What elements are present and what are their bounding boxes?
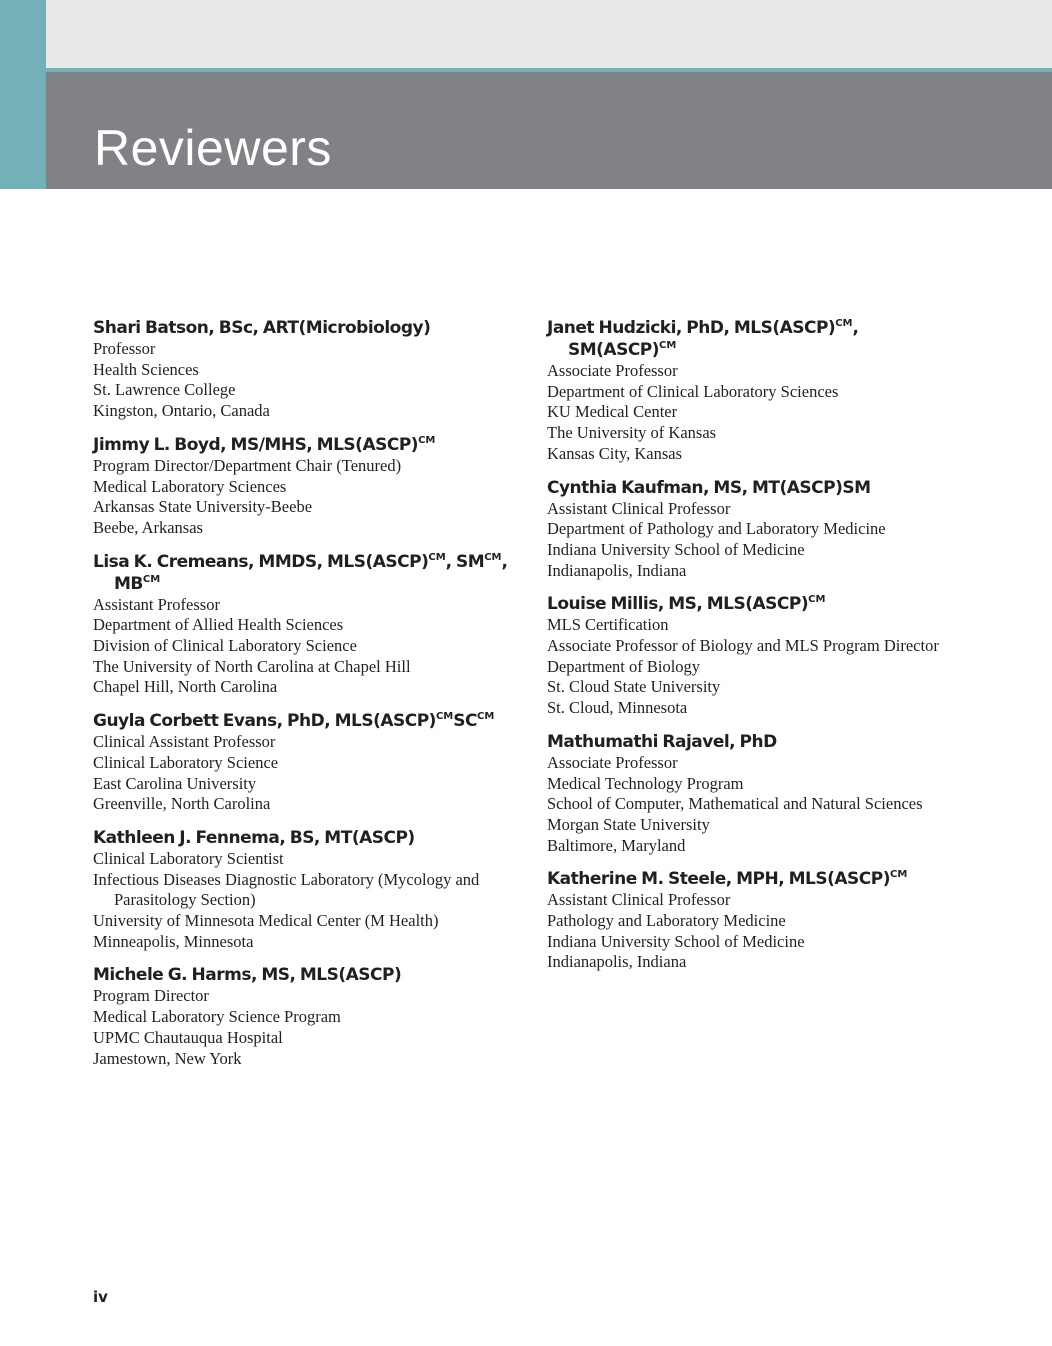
reviewer-affiliation-line: Indianapolis, Indiana (547, 952, 687, 972)
reviewer-entry (93, 434, 513, 539)
reviewer-name: Lisa K. Cremeans, MMDS, MLS(ASCP)$^{CM}$, $SM^{CM}$, $MB^{CM}$ (93, 551, 508, 594)
reviewer-affiliation-line: Assistant Professor (93, 594, 220, 614)
reviewer-affiliation-line: Associate Professor of Biology and MLS Program Director (547, 636, 939, 656)
reviewer-affiliation-line: Kansas City, Kansas (547, 443, 683, 463)
reviewer-affiliation-line: Medical Laboratory Science Program (93, 1007, 341, 1027)
reviewer-entry (93, 964, 513, 1069)
reviewer-name: Mathumathi Rajavel, PhD (547, 731, 777, 752)
reviewer-name: Jimmy L. Boyd, MS/MHS, MLS(ASCP)$^{CM}$ (93, 434, 436, 455)
reviewer-entry (547, 317, 967, 465)
reviewer-affiliation-line: Clinical Assistant Professor (93, 732, 276, 752)
reviewer-name: Janet Hudzicki, PhD, MLS(ASCP)$^{CM}$, SM(ASCP)$^{CM}$ (547, 318, 859, 360)
reviewer-name: Cynthia Kaufman, MS, MT(ASCP)SM (547, 477, 871, 498)
page-number: iv (93, 1288, 108, 1306)
reviewer-affiliation-line: Baltimore, Maryland (547, 835, 686, 855)
reviewer-affiliation-line: Infectious Diseases Diagnostic Laboratory (Mycology and Parasitology Section) (93, 869, 480, 910)
page-title: Reviewers (94, 120, 332, 176)
reviewer-affiliation-line: Associate Professor (547, 361, 678, 380)
reviewer-name: Shari Batson, BSc, ART(Microbiology) (93, 318, 431, 338)
reviewer-affiliation-line: Morgan State University (547, 814, 710, 834)
reviewer-affiliation-line: Department of Clinical Laboratory Sciences (547, 381, 839, 401)
reviewer-affiliation-line: St. Cloud State University (547, 677, 721, 697)
reviewer-affiliation-line: Arkansas State University-Beebe (93, 497, 313, 517)
reviewer-name: Michele G. Harms, MS, MLS(ASCP) (93, 965, 402, 986)
reviewer-affiliation-line: Assistant Clinical Professor (547, 890, 731, 910)
reviewer-affiliation-line: East Carolina University (93, 773, 257, 793)
reviewer-affiliation-line: Clinical Laboratory Scientist (93, 848, 284, 868)
reviewer-affiliation-line: Professor (93, 339, 156, 358)
reviewer-affiliation-line: Department of Biology (547, 656, 701, 676)
reviewer-entry (547, 593, 967, 719)
reviewer-entry (93, 827, 513, 953)
reviewer-affiliation-line: The University of North Carolina at Chapel Hill (93, 656, 411, 676)
reviewer-affiliation-line: UPMC Chautauqua Hospital (93, 1027, 283, 1047)
reviewer-name: Katherine M. Steele, MPH, MLS(ASCP)$^{CM}$ (547, 869, 908, 890)
reviewer-entry (547, 731, 967, 857)
reviewer-affiliation-line: Indianapolis, Indiana (547, 560, 687, 580)
reviewer-affiliation-line: The University of Kansas (547, 423, 717, 443)
reviewer-entry (93, 317, 513, 422)
reviewer-affiliation-line: Pathology and Laboratory Medicine (547, 911, 786, 931)
reviewer-affiliation-line: Medical Technology Program (547, 773, 744, 793)
reviewer-affiliation-line: School of Computer, Mathematical and Natural Sciences (547, 794, 923, 814)
reviewer-entry (93, 710, 513, 815)
reviewer-affiliation-line: Clinical Laboratory Science (93, 752, 279, 772)
reviewer-affiliation-line: Kingston, Ontario, Canada (93, 401, 270, 421)
reviewers-column-right (547, 317, 967, 985)
reviewer-affiliation-line: Chapel Hill, North Carolina (93, 677, 278, 697)
reviewer-name: Kathleen J. Fennema, BS, MT(ASCP) (93, 827, 415, 848)
reviewer-entry (93, 551, 513, 699)
reviewer-affiliation-line: Minneapolis, Minnesota (93, 931, 254, 951)
reviewer-affiliation-line: KU Medical Center (547, 402, 678, 422)
reviewers-column-left (93, 317, 513, 1081)
reviewer-affiliation-line: St. Lawrence College (93, 380, 236, 400)
reviewer-entry (547, 868, 967, 973)
reviewer-name: Louise Millis, MS, MLS(ASCP)$^{CM}$ (547, 594, 826, 615)
reviewer-affiliation-line: University of Minnesota Medical Center (M Health) (93, 911, 439, 931)
reviewer-affiliation-line: Associate Professor (547, 752, 678, 772)
reviewer-affiliation-line: Division of Clinical Laboratory Science (93, 636, 357, 656)
reviewer-affiliation-line: St. Cloud, Minnesota (547, 698, 688, 718)
reviewer-affiliation-line: Assistant Clinical Professor (547, 498, 731, 518)
reviewer-name: Guyla Corbett Evans, PhD, $MLS(ASCP)^{CM}SC^{CM}$ (93, 711, 495, 732)
reviewer-affiliation-line: Medical Laboratory Sciences (93, 476, 287, 496)
accent-bar (0, 0, 46, 189)
reviewer-affiliation-line: Indiana University School of Medicine (547, 539, 805, 559)
reviewer-affiliation-line: Greenville, North Carolina (93, 794, 271, 814)
reviewer-affiliation-line: Department of Allied Health Sciences (93, 615, 344, 635)
reviewer-affiliation-line: Beebe, Arkansas (93, 517, 203, 537)
reviewer-affiliation-line: Department of Pathology and Laboratory Medicine (547, 519, 886, 539)
reviewer-affiliation-line: MLS Certification (547, 615, 669, 635)
reviewer-affiliation-line: Program Director/Department Chair (Tenured) (93, 455, 402, 475)
top-band (0, 0, 1052, 68)
reviewer-affiliation-line: Program Director (93, 986, 209, 1006)
reviewer-affiliation-line: Indiana University School of Medicine (547, 931, 805, 951)
reviewer-affiliation-line: Health Sciences (93, 359, 199, 379)
reviewer-affiliation-line: Jamestown, New York (93, 1048, 242, 1068)
reviewer-entry (547, 477, 967, 582)
